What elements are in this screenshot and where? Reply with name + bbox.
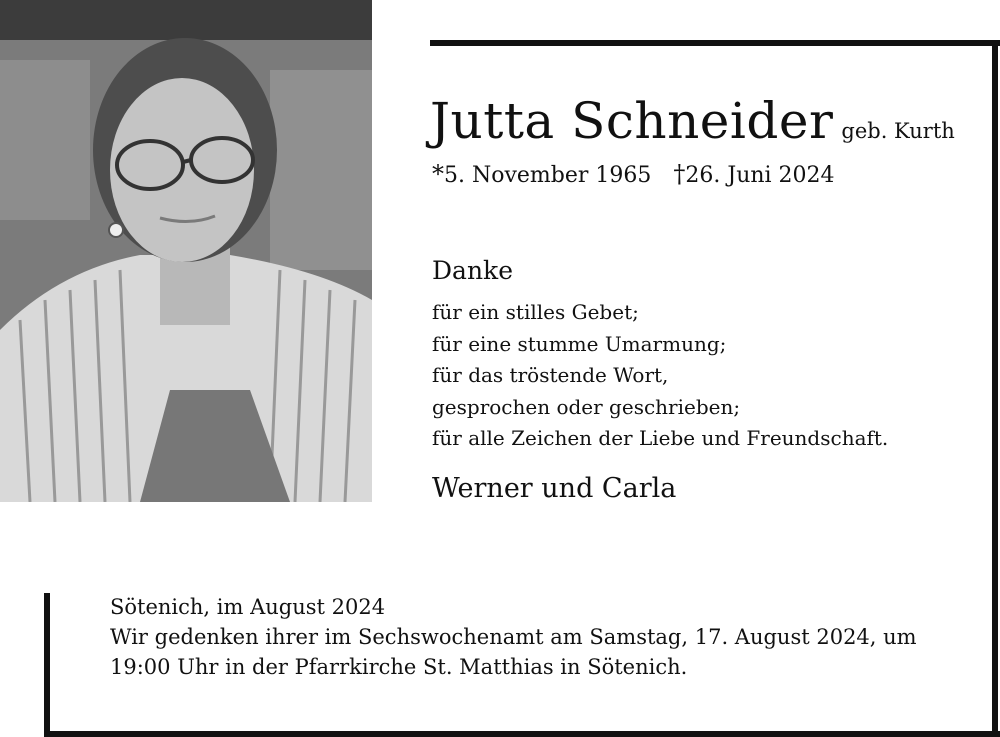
thanks-line: für alle Zeichen der Liebe und Freundschaft. [432, 426, 889, 450]
thanks-line: gesprochen oder geschrieben; [432, 394, 741, 419]
frame-right-border [992, 40, 998, 737]
thanks-line: für das tröstende Wort, [432, 363, 669, 387]
portrait-illustration [0, 0, 372, 502]
memorial-line-1: Wir gedenken ihrer im Sechswochenamt am Samstag, 17. August 2024, um [110, 625, 917, 649]
birth-star-icon: * [432, 160, 444, 188]
death-date: 26. Juni 2024 [685, 163, 835, 188]
memorial-notice [110, 592, 917, 682]
deceased-name: Jutta Schneider [430, 92, 834, 150]
thanks-heading: Danke [432, 256, 513, 285]
frame-bottom-border [44, 731, 1000, 737]
portrait-photo [0, 0, 372, 502]
birth-date: 5. November 1965 [444, 163, 652, 188]
thanks-line: für ein stilles Gebet; [432, 300, 639, 324]
place-date: Sötenich, im August 2024 [110, 595, 386, 619]
thanks-lines [432, 297, 888, 455]
signers: Werner und Carla [432, 473, 677, 504]
frame-left-border [44, 593, 50, 737]
frame-top-border [430, 40, 1000, 46]
deceased-name-line [430, 92, 955, 150]
memorial-line-2: 19:00 Uhr in der Pfarrkirche St. Matthias in Sötenich. [110, 655, 688, 679]
thanks-line: für eine stumme Umarmung; [432, 331, 727, 356]
death-cross-icon: † [673, 160, 686, 188]
maiden-name: geb. Kurth [841, 119, 955, 143]
life-dates [432, 160, 835, 188]
